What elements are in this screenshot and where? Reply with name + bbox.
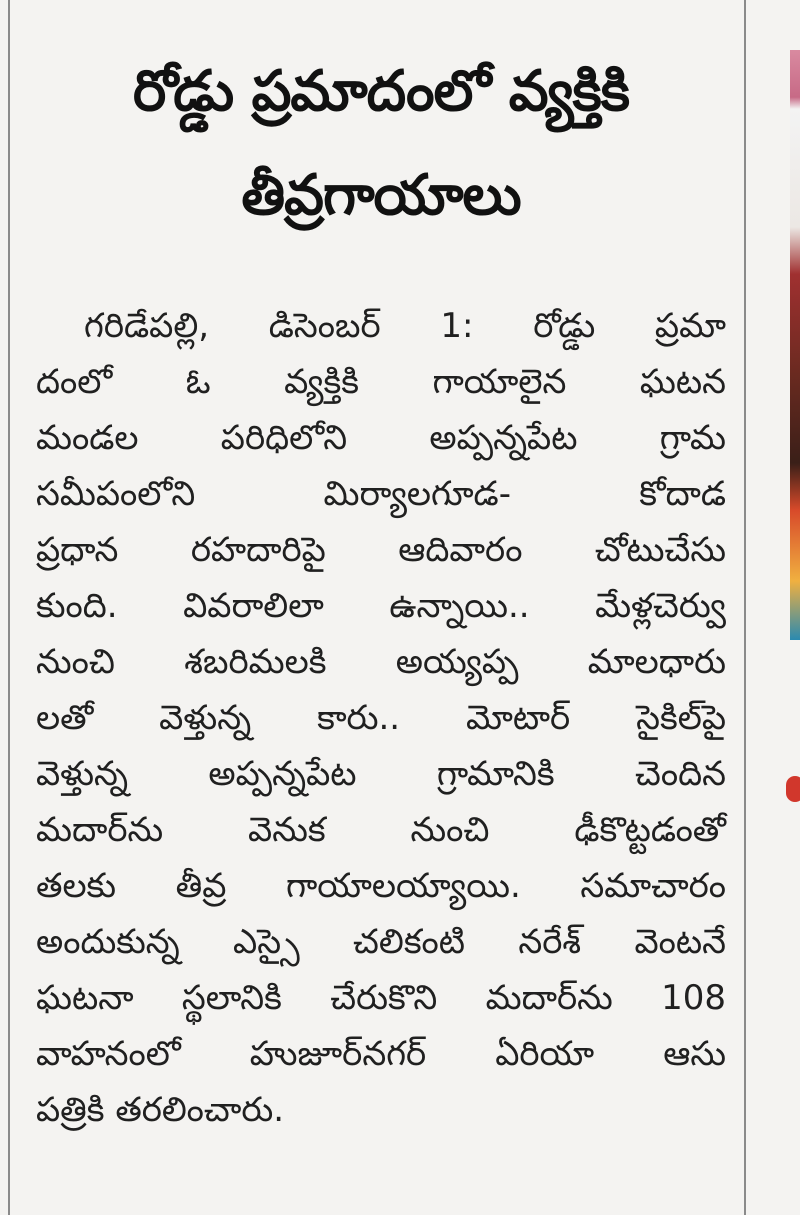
headline-line-2: తీవ్రగాయాలు: [241, 163, 521, 228]
adjacent-column-clipped: [760, 0, 800, 1215]
adjacent-bullet-mark: [786, 776, 800, 802]
body-line: ప్రధాన రహదారిపై ఆదివారం చోటుచేసు: [36, 530, 726, 570]
body-line: మండల పరిధిలోని అప్పన్నపేట గ్రామ: [36, 418, 726, 458]
headline-line-1: రోడ్డు ప్రమాదంలో వ్యక్తికి: [132, 59, 630, 124]
body-line: తలకు తీవ్ర గాయాలయ్యాయి. సమాచారం: [36, 866, 726, 906]
body-line: అందుకున్న ఎస్సై చలికంటి నరేశ్ వెంటనే: [36, 922, 726, 962]
body-line: వెళ్తున్న అప్పన్నపేట గ్రామానికి చెందిన: [36, 754, 726, 794]
body-line: గరిడేపల్లి, డిసెంబర్ 1: రోడ్డు ప్రమా: [84, 306, 726, 346]
left-column-rule: [8, 0, 10, 1215]
body-line: లతో వెళ్తున్న కారు.. మోటార్ సైకిల్‌పై: [36, 698, 726, 738]
body-line: మదార్‌ను వెనుక నుంచి ఢీకొట్టడంతో: [36, 810, 726, 850]
body-line: నుంచి శబరిమలకి అయ్యప్ప మాలధారు: [36, 642, 726, 682]
article-headline: [36, 40, 726, 248]
body-line: దంలో ఓ వ్యక్తికి గాయాలైన ఘటన: [36, 362, 726, 402]
article-body: [36, 298, 726, 1138]
body-line: వాహనంలో హుజూర్‌నగర్ ఏరియా ఆసు: [36, 1034, 726, 1074]
column-divider: [744, 0, 746, 1215]
adjacent-photo-edge: [790, 50, 800, 640]
body-line: కుంది. వివరాలిలా ఉన్నాయి.. మేళ్లచెర్వు: [36, 586, 726, 626]
body-line: ఘటనా స్థలానికి చేరుకొని మదార్‌ను 108: [36, 978, 726, 1018]
body-line: పత్రికి తరలించారు.: [36, 1090, 285, 1130]
body-line: సమీపంలోని మిర్యాలగూడ- కోదాడ: [36, 474, 726, 514]
news-article: [36, 40, 726, 1138]
